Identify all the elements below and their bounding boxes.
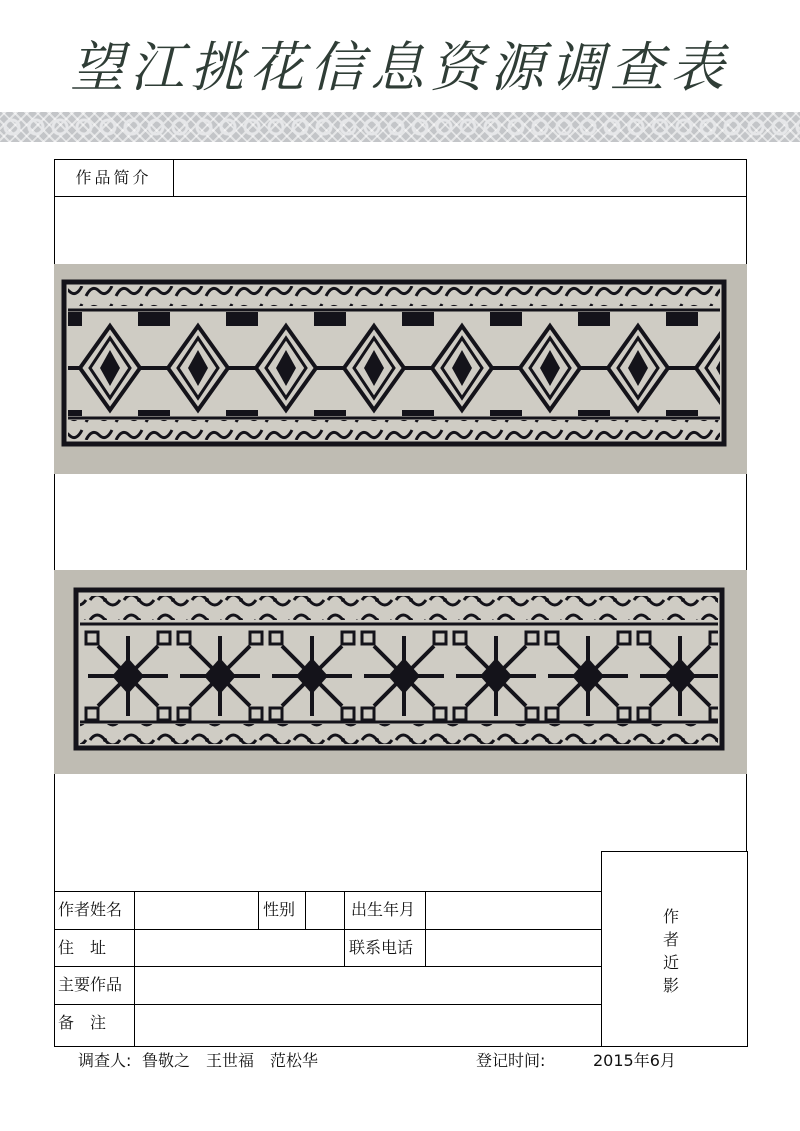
table-row-line <box>54 1004 601 1005</box>
table-top-line <box>54 891 601 892</box>
author-photo-label-char: 者 <box>662 930 679 949</box>
remarks-label: 备 注 <box>58 1013 107 1032</box>
surveyor-label: 调查人: <box>78 1051 132 1070</box>
phone-label: 联系电话 <box>349 938 414 957</box>
decorative-band <box>0 112 800 142</box>
table-col-line <box>305 891 306 929</box>
register-date-value: 2015年6月 <box>593 1051 676 1070</box>
embroidery-photo-2 <box>54 570 747 774</box>
author-photo-label-char: 近 <box>662 953 679 972</box>
table-row-line <box>54 966 601 967</box>
embroidery-photo-1 <box>54 264 747 474</box>
surveyor-names: 鲁敬之 王世福 范松华 <box>142 1051 319 1070</box>
table-col-line <box>344 891 345 966</box>
page-title: 望江挑花信息资源调查表 <box>70 36 730 99</box>
table-col-line <box>134 891 135 1047</box>
birth-label: 出生年月 <box>351 900 416 919</box>
author-name-label: 作者姓名 <box>58 900 123 919</box>
gender-label: 性别 <box>263 900 296 919</box>
works-label: 主要作品 <box>58 975 123 994</box>
author-photo-label-char: 作 <box>662 907 679 926</box>
address-label: 住 址 <box>58 938 107 957</box>
brief-label: 作品简介 <box>54 159 174 197</box>
table-col-line <box>258 891 259 929</box>
table-col-line <box>425 891 426 966</box>
author-photo-label-char: 影 <box>662 976 679 995</box>
register-date-label: 登记时间: <box>476 1051 546 1070</box>
table-row-line <box>54 929 601 930</box>
author-photo-label <box>661 905 681 997</box>
brief-divider <box>54 196 747 197</box>
